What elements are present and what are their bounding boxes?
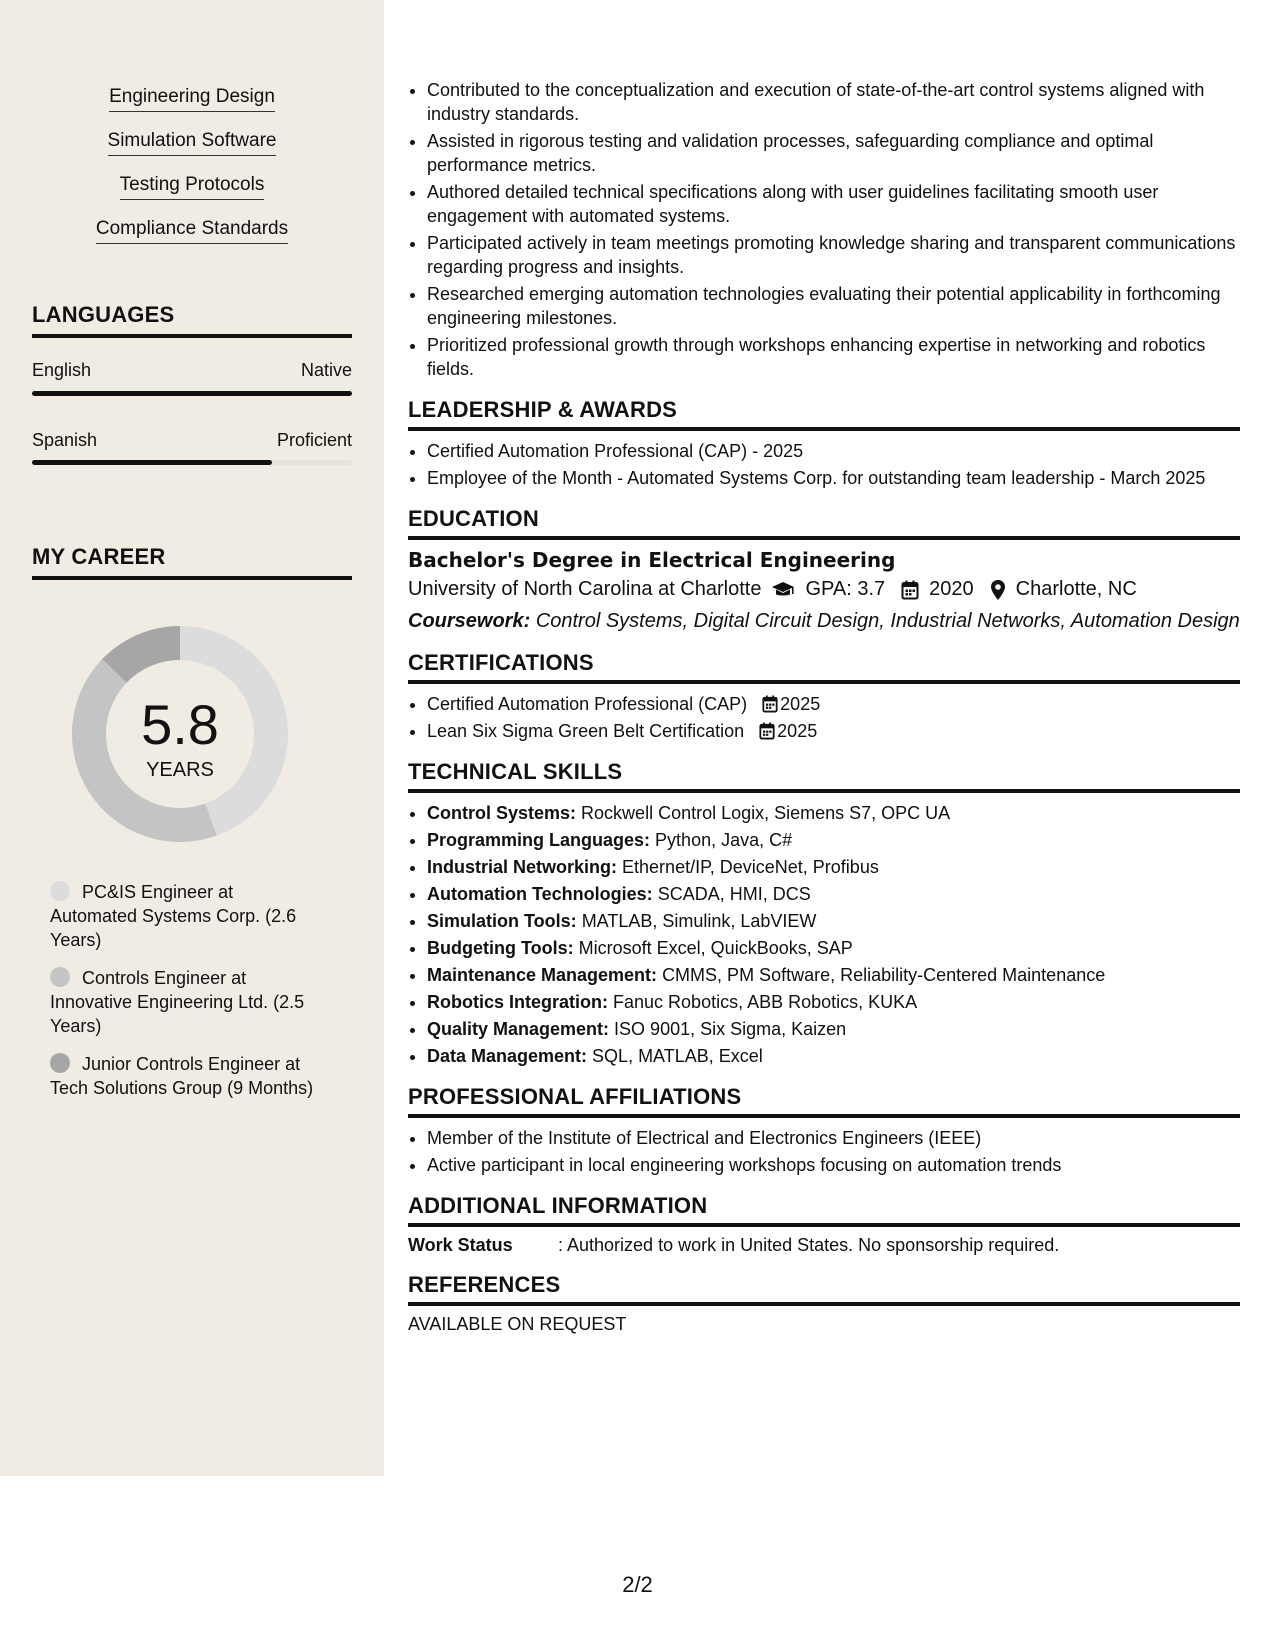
technical-skill-item: [427, 855, 1240, 879]
leadership-item: • Employee of the Month - Automated Systems Corp. for outstanding team leadership - March 2025: [427, 466, 1240, 490]
references-heading: REFERENCES: [408, 1272, 1240, 1306]
language-bar-fill: [32, 391, 352, 396]
calendar-icon: [762, 695, 778, 713]
skill-label: Programming Languages:: [427, 830, 651, 850]
certification-year: 2025: [777, 721, 818, 741]
coursework: [408, 609, 1240, 634]
education-heading: EDUCATION: [408, 506, 1240, 540]
career-item: [50, 880, 320, 952]
page-number: 2/2: [622, 1572, 653, 1597]
skill-label: Simulation Tools:: [427, 911, 577, 931]
calendar-icon: [901, 580, 919, 600]
career-donut-chart: [66, 620, 294, 848]
languages-heading: LANGUAGES: [32, 302, 352, 338]
experience-bullets: [408, 78, 1240, 381]
skill-value: MATLAB, Simulink, LabVIEW: [581, 911, 817, 931]
technical-skills-list: [408, 801, 1240, 1068]
certifications-heading: CERTIFICATIONS: [408, 650, 1240, 684]
certification-item: [427, 719, 1240, 743]
skill-value: SQL, MATLAB, Excel: [592, 1046, 763, 1066]
language-bar: [32, 460, 352, 465]
main-content: [408, 78, 1240, 1335]
sidebar: [0, 0, 384, 1476]
technical-skill-item: [427, 882, 1240, 906]
career-total: 5.8: [141, 693, 219, 756]
graduation-cap-icon: [771, 581, 795, 599]
career-text: Junior Controls Engineer at Tech Solutions Group (9 Months): [50, 1054, 314, 1098]
coursework-list: Control Systems, Digital Circuit Design, Industrial Networks, Automation Design: [535, 610, 1240, 632]
skill-value: Ethernet/IP, DeviceNet, Profibus: [622, 857, 879, 877]
legend-dot: [50, 1053, 70, 1073]
degree-title: Bachelor's Degree in Electrical Engineering: [408, 548, 896, 572]
school-location: Charlotte, NC: [1015, 578, 1137, 600]
certification-year: 2025: [780, 694, 821, 714]
technical-skill-item: [427, 936, 1240, 960]
leadership-heading: LEADERSHIP & AWARDS: [408, 397, 1240, 431]
experience-bullet: • Authored detailed technical specifications along with user guidelines facilitating smooth user engagement with automated systems.: [427, 180, 1240, 228]
affiliations-heading: PROFESSIONAL AFFILIATIONS: [408, 1084, 1240, 1118]
language-row: [32, 430, 352, 451]
work-status-value: : Authorized to work in United States. No sponsorship required.: [558, 1235, 1060, 1255]
technical-skill-item: [427, 801, 1240, 825]
language-bar-fill: [32, 460, 272, 465]
skill-value: Fanuc Robotics, ABB Robotics, KUKA: [613, 992, 918, 1012]
certification-name: Lean Six Sigma Green Belt Certification: [427, 721, 745, 741]
certification-name: Certified Automation Professional (CAP): [427, 694, 748, 714]
technical-skill-item: [427, 990, 1240, 1014]
experience-bullet: • Prioritized professional growth through workshops enhancing expertise in networking and robotics fields.: [427, 333, 1240, 381]
technical-skill-item: [427, 1044, 1240, 1068]
technical-skill-item: [427, 828, 1240, 852]
leadership-list: [408, 439, 1240, 490]
skill-item: Simulation Software: [108, 130, 277, 156]
location-pin-icon: [990, 579, 1006, 601]
skill-value: SCADA, HMI, DCS: [657, 884, 811, 904]
language-name: Spanish: [32, 430, 98, 450]
additional-info-heading: ADDITIONAL INFORMATION: [408, 1193, 1240, 1227]
coursework-label: Coursework:: [408, 610, 531, 632]
career-list: [50, 880, 320, 1114]
school-name: University of North Carolina at Charlotte: [408, 578, 762, 600]
career-item: [50, 1052, 320, 1100]
technical-skill-item: [427, 963, 1240, 987]
language-level: Native: [300, 360, 352, 380]
skill-label: Budgeting Tools:: [427, 938, 574, 958]
experience-bullet: • Contributed to the conceptualization and execution of state-of-the-art control systems aligned with industry standards.: [427, 78, 1240, 126]
technical-skills-heading: TECHNICAL SKILLS: [408, 759, 1240, 793]
skill-label: Automation Technologies:: [427, 884, 653, 904]
skill-label: Robotics Integration:: [427, 992, 608, 1012]
skill-value: ISO 9001, Six Sigma, Kaizen: [614, 1019, 847, 1039]
gpa: GPA: 3.7: [805, 578, 886, 600]
experience-bullet: • Assisted in rigorous testing and validation processes, safeguarding compliance and optimal performance metrics.: [427, 129, 1240, 177]
skill-value: CMMS, PM Software, Reliability-Centered Maintenance: [662, 965, 1106, 985]
skill-value: Python, Java, C#: [655, 830, 793, 850]
language-row: [32, 360, 352, 381]
skills-list: [0, 86, 384, 262]
experience-bullet: • Researched emerging automation technologies evaluating their potential applicability in forthcoming engineering milestones.: [427, 282, 1240, 330]
affiliations-list: [408, 1126, 1240, 1177]
skill-label: Maintenance Management:: [427, 965, 658, 985]
skill-label: Data Management:: [427, 1046, 588, 1066]
affiliation-item: • Active participant in local engineering workshops focusing on automation trends: [427, 1153, 1240, 1177]
work-status-label: Work Status: [408, 1235, 513, 1255]
skill-item: Testing Protocols: [120, 174, 265, 200]
education-meta: [408, 578, 1240, 601]
legend-dot: [50, 967, 70, 987]
language-bar: [32, 391, 352, 396]
affiliation-item: • Member of the Institute of Electrical and Electronics Engineers (IEEE): [427, 1126, 1240, 1150]
skill-item: Compliance Standards: [96, 218, 288, 244]
work-status: [408, 1235, 1240, 1256]
career-text: Controls Engineer at Innovative Engineering Ltd. (2.5 Years): [50, 968, 305, 1036]
skill-value: Microsoft Excel, QuickBooks, SAP: [578, 938, 853, 958]
skill-label: Industrial Networking:: [427, 857, 618, 877]
language-level: Proficient: [276, 430, 352, 450]
skill-label: Quality Management:: [427, 1019, 610, 1039]
legend-dot: [50, 881, 70, 901]
certifications-list: [408, 692, 1240, 743]
language-name: English: [32, 360, 92, 380]
experience-bullet: • Participated actively in team meetings promoting knowledge sharing and transparent communications regarding progress and insights.: [427, 231, 1240, 279]
skill-item: Engineering Design: [109, 86, 275, 112]
references-text: AVAILABLE ON REQUEST: [408, 1314, 627, 1334]
graduation-year: 2020: [929, 578, 974, 600]
career-unit: YEARS: [146, 759, 214, 781]
career-text: PC&IS Engineer at Automated Systems Corp. (2.6 Years): [50, 882, 297, 950]
skill-label: Control Systems:: [427, 803, 577, 823]
calendar-icon: [759, 722, 775, 740]
career-item: [50, 966, 320, 1038]
career-heading: MY CAREER: [32, 544, 352, 580]
skill-value: Rockwell Control Logix, Siemens S7, OPC UA: [581, 803, 951, 823]
technical-skill-item: [427, 909, 1240, 933]
leadership-item: • Certified Automation Professional (CAP) - 2025: [427, 439, 1240, 463]
technical-skill-item: [427, 1017, 1240, 1041]
certification-item: [427, 692, 1240, 716]
